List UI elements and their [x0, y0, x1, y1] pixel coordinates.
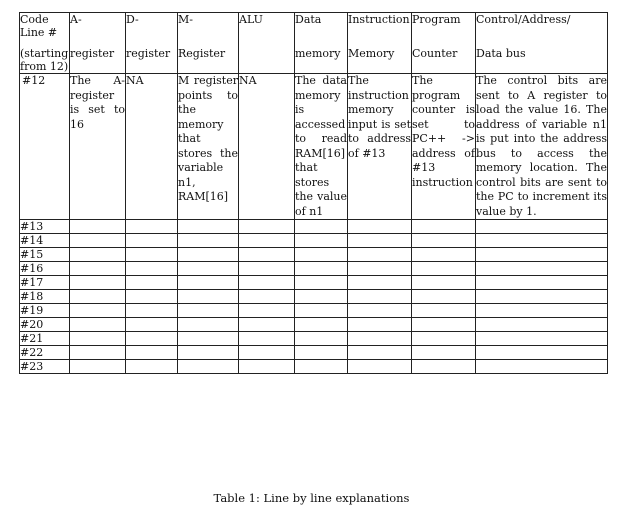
line-number: #18	[20, 290, 70, 304]
line-number: #20	[20, 318, 70, 332]
line-number: #21	[20, 332, 70, 346]
header-data-memory: Data memory	[295, 13, 348, 74]
header-control-bus: Control/Address/ Data bus	[476, 13, 608, 74]
header-m-register: M- Register	[178, 13, 239, 74]
table-row	[20, 332, 608, 346]
header-code-line: Code Line # (starting from 12)	[20, 13, 69, 73]
header-d-register: D- register	[126, 13, 178, 74]
table-row	[20, 262, 608, 276]
line-number: #13	[20, 220, 70, 234]
line-number: #23	[20, 360, 70, 374]
a-register-cell: The A-register is set to 16	[70, 74, 126, 220]
line-explanations-table	[19, 12, 608, 374]
line-number: #17	[20, 276, 70, 290]
table-row	[20, 360, 608, 374]
table-row	[20, 74, 608, 220]
table-row	[20, 220, 608, 234]
table-caption: Table 1: Line by line explanations	[213, 491, 410, 505]
line-number: #12	[20, 74, 70, 220]
control-bus-cell: The control bits are sent to A register to load the value 16. The address of variable n1 is put into the address bus to access the memory location. The control bits are sent to the PC to increment its value by 1.	[476, 74, 607, 218]
table-row	[20, 276, 608, 290]
table-row	[20, 248, 608, 262]
table-row	[20, 318, 608, 332]
header-instruction-memory: Instruction Memory	[348, 13, 412, 74]
data-memory-cell: The data memory is accessed to read RAM[16] that stores the value of n1	[295, 74, 347, 218]
header-a-register: A- register	[70, 13, 126, 74]
line-number: #19	[20, 304, 70, 318]
instruction-memory-cell: The instruction memory input is set to address of #13	[348, 74, 412, 220]
alu-cell: NA	[239, 74, 295, 220]
table-row	[20, 304, 608, 318]
header-row	[20, 13, 608, 74]
header-alu: ALU	[239, 13, 295, 74]
table-row	[20, 290, 608, 304]
table-row	[20, 234, 608, 248]
line-number: #16	[20, 262, 70, 276]
d-register-cell: NA	[126, 74, 178, 220]
header-program-counter: Program Counter	[412, 13, 476, 74]
m-register-cell: M register points to the memory that stores the variable n1, RAM[16]	[178, 74, 239, 220]
line-number: #14	[20, 234, 70, 248]
line-number: #22	[20, 346, 70, 360]
program-counter-cell: The program counter is set to PC++ -> address of #13 instruction	[412, 74, 476, 220]
table-row	[20, 346, 608, 360]
line-number: #15	[20, 248, 70, 262]
